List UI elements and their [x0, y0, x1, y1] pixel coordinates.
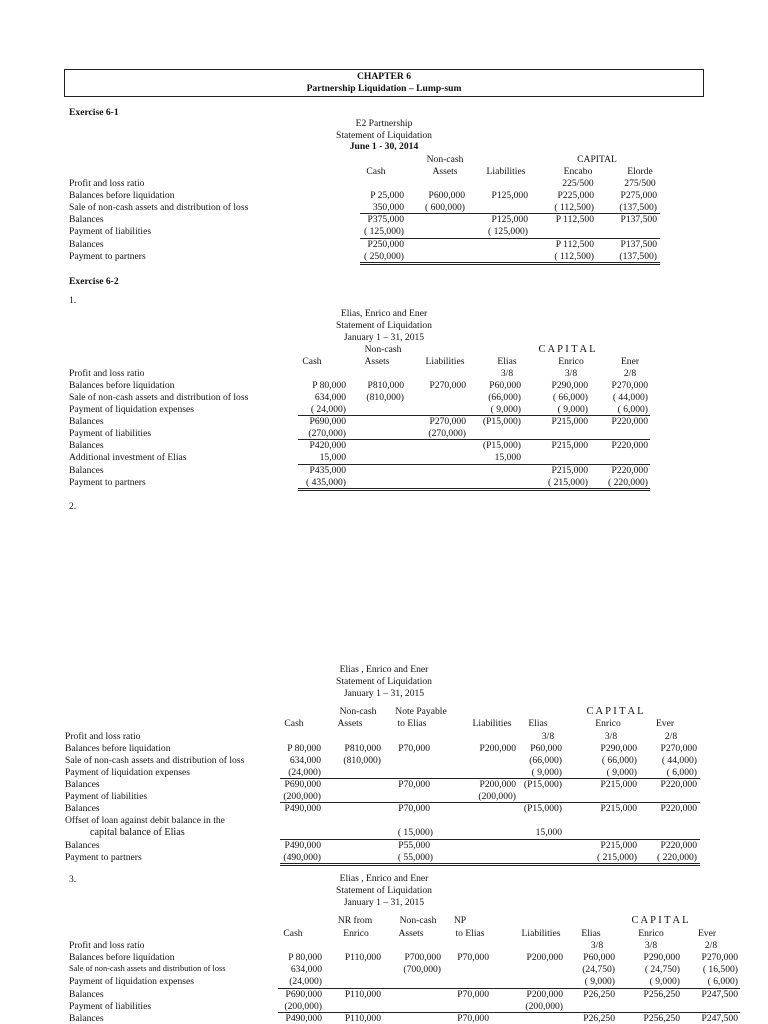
ex2c-np-cell: P70,000	[457, 952, 489, 963]
ex2a-enrico-cell: P290,000	[551, 380, 588, 391]
ex2a-col-liabilities: Liabilities	[425, 356, 465, 367]
ex2b-label: Payment of liabilities	[65, 791, 148, 802]
ex2b-np-cell: ( 55,000)	[397, 852, 433, 863]
ex1-label: Sale of non-cash assets and distribution of loss	[69, 202, 249, 213]
ex2b-label: Offset of loan against debit balance in the	[65, 815, 225, 826]
ex2a-label: Balances	[69, 416, 104, 427]
ex2b-np-cell: P70,000	[398, 779, 430, 790]
ex2c-nr-cell: P110,000	[344, 1013, 381, 1024]
ex1-noncash-cell: P600,000	[428, 190, 465, 201]
ex2b-enrico-cell: ( 215,000)	[597, 852, 637, 863]
ex2a-liab-cell: P270,000	[429, 416, 466, 427]
ex2b-rule	[280, 802, 700, 803]
ex2c-enrico-cell: ( 9,000)	[649, 976, 680, 987]
ex1-ratio-encabo: 225/500	[562, 178, 594, 189]
ex2a-col-elias: Elias	[497, 356, 517, 367]
ex2b-enrico-cell: P215,000	[600, 803, 637, 814]
ex2b-label: Balances	[65, 779, 100, 790]
ex2b-label: Sale of non-cash assets and distribution of loss	[65, 755, 245, 766]
ex1-label: Payment of liabilities	[69, 226, 152, 237]
ex2c-liab-cell: (200,000)	[525, 1001, 563, 1012]
ex2c-label: Balances	[69, 989, 104, 1000]
ex1-col-encabo: Encabo	[563, 166, 593, 177]
ex2a-noncash-cell: P810,000	[367, 380, 404, 391]
ex2b-np-cell: P70,000	[398, 743, 430, 754]
ex1-elorde-cell: (137,500)	[619, 251, 657, 262]
ex2b-ever-cell: P220,000	[660, 840, 697, 851]
ex2c-cash-cell: (200,000)	[284, 1001, 322, 1012]
ex2c-ever-cell: P247,500	[701, 1013, 738, 1024]
ex1-cash-cell: P 25,000	[370, 190, 404, 201]
ex2c-col-nr-1: NR from	[337, 915, 373, 926]
ex2c-col-capital: C A P I T A L	[631, 915, 689, 926]
ex2c-col-ever: Ever	[697, 928, 717, 939]
ex2c-col-np-2: to Elias	[455, 928, 485, 939]
ex2b-label: Payment of liquidation expenses	[65, 767, 190, 778]
ex1-elorde-cell: P137,500	[620, 214, 657, 225]
ex2a-elias-cell: P60,000	[489, 380, 521, 391]
ex2c-liab-cell: P200,000	[526, 952, 563, 963]
ex2b-col-liabilities: Liabilities	[472, 718, 512, 729]
ex2c-enrico-cell: P256,250	[643, 989, 680, 1000]
ex2a-liab-cell: (270,000)	[428, 428, 466, 439]
part-3-number: 3.	[69, 874, 77, 885]
ex1-label: Balances	[69, 214, 104, 225]
ex1-col-liabilities: Liabilities	[486, 166, 526, 177]
ex2a-statement: Statement of Liquidation	[336, 320, 432, 331]
ex2b-cash-cell: P 80,000	[287, 743, 321, 754]
ex1-col-capital: CAPITAL	[577, 154, 617, 165]
ex2a-ener-cell: ( 44,000)	[612, 392, 648, 403]
ex1-col-noncash-2: Assets	[432, 166, 458, 177]
ex2c-col-cash: Cash	[283, 928, 303, 939]
ex1-rule	[360, 213, 660, 214]
ex1-label: Payment to partners	[69, 251, 146, 262]
ex2b-col-np-2: to Elias	[397, 718, 427, 729]
ex2a-label: Payment of liquidation expenses	[69, 404, 194, 415]
ex2b-enrico-cell: P215,000	[600, 840, 637, 851]
ex2a-liab-cell: P270,000	[429, 380, 466, 391]
ex2b-enrico-cell: P215,000	[600, 779, 637, 790]
ex2a-double-rule	[298, 488, 650, 491]
ex2c-nr-cell: P110,000	[344, 989, 381, 1000]
ex1-double-rule	[360, 262, 660, 265]
ex2b-statement: Statement of Liquidation	[336, 676, 432, 687]
ex2b-col-elias: Elias	[528, 718, 548, 729]
ex2a-col-capital: C A P I T A L	[538, 344, 596, 355]
exercise-6-2-title: Exercise 6-2	[69, 276, 119, 287]
ex2a-label: Balances	[69, 440, 104, 451]
ex2c-col-liabilities: Liabilities	[521, 928, 561, 939]
ex2b-elias-cell: (66,000)	[529, 755, 562, 766]
ex2b-ratio: 3/8	[604, 731, 618, 742]
ex2a-enrico-cell: ( 9,000)	[557, 404, 588, 415]
ex2c-col-noncash-1: Non-cash	[399, 915, 437, 926]
ex2c-elias-cell: P26,250	[583, 1013, 615, 1024]
ex2a-rule	[298, 415, 650, 416]
ex2a-ener-cell: P220,000	[611, 416, 648, 427]
ex2b-col-np-1: Note Payable	[395, 706, 447, 717]
ex2b-cash-cell: P490,000	[284, 803, 321, 814]
ex2b-entity: Elias , Enrico and Ener	[339, 664, 429, 675]
ex1-liab-cell: P125,000	[491, 214, 528, 225]
ex2a-label: Sale of non-cash assets and distribution of loss	[69, 392, 249, 403]
ex2b-rule	[280, 839, 700, 840]
ex2c-ever-cell: P270,000	[701, 952, 738, 963]
ex2c-label: Balances before liquidation	[69, 952, 175, 963]
ex2a-period: January 1 – 31, 2015	[343, 332, 425, 343]
ex2c-rule	[278, 1012, 740, 1013]
ex1-col-elorde: Elorde	[627, 166, 653, 177]
ex1-cash-cell: 350,000	[372, 202, 404, 213]
ex2c-statement: Statement of Liquidation	[336, 885, 432, 896]
ex2a-ener-cell: P270,000	[611, 380, 648, 391]
ex2c-col-elias: Elias	[581, 928, 601, 939]
ex1-label: Balances before liquidation	[69, 190, 175, 201]
ex2c-cash-cell: 634,000	[290, 964, 322, 975]
ex2c-ever-cell: P247,500	[701, 989, 738, 1000]
ex2c-enrico-cell: P290,000	[643, 952, 680, 963]
ex2a-col-noncash-2: Assets	[364, 356, 390, 367]
ex2a-rule	[298, 464, 650, 465]
ex2c-label: Payment of liabilities	[69, 1001, 152, 1012]
ex2b-label: Balances	[65, 803, 100, 814]
ex2a-label: Balances	[69, 465, 104, 476]
ex2b-ever-cell: ( 44,000)	[661, 755, 697, 766]
ex2c-np-cell: P70,000	[457, 989, 489, 1000]
ex1-encabo-cell: P 112,500	[555, 214, 594, 225]
ex2a-cash-cell: P420,000	[309, 440, 346, 451]
ex2c-enrico-cell: P256,250	[643, 1013, 680, 1024]
ex2c-label: Profit and loss ratio	[69, 940, 145, 951]
ex1-col-noncash-1: Non-cash	[426, 154, 464, 165]
ex2a-col-ener: Ener	[620, 356, 640, 367]
ex2b-elias-cell: P60,000	[530, 743, 562, 754]
ex1-liab-cell: P125,000	[491, 190, 528, 201]
ex2a-label: Profit and loss ratio	[69, 368, 145, 379]
ex1-encabo-cell: P 112,500	[555, 239, 594, 250]
ex2a-cash-cell: P 80,000	[312, 380, 346, 391]
ex2b-np-cell: P70,000	[398, 803, 430, 814]
ex1-label: Balances	[69, 239, 104, 250]
ex1-cash-cell: P250,000	[367, 239, 404, 250]
ex2c-ever-cell: ( 6,000)	[707, 976, 738, 987]
chapter-subtitle: Partnership Liquidation – Lump-sum	[306, 83, 462, 94]
ex2c-label: Sale of non-cash assets and distribution of loss	[69, 964, 226, 973]
ex2b-elias-cell: (P15,000)	[523, 779, 562, 790]
ex2b-ratio: 3/8	[541, 731, 555, 742]
ex2b-label: capital balance of Elias	[90, 827, 185, 838]
ex2a-enrico-cell: P215,000	[551, 440, 588, 451]
ex2c-elias-cell: P26,250	[583, 989, 615, 1000]
ex1-elorde-cell: P137,500	[620, 239, 657, 250]
ex2c-label: Balances	[69, 1013, 104, 1024]
ex2b-enrico-cell: P290,000	[600, 743, 637, 754]
ex1-col-cash: Cash	[366, 166, 386, 177]
ex1-cash-cell: P375,000	[367, 214, 404, 225]
chapter-title: CHAPTER 6	[356, 71, 412, 82]
ex2a-enrico-cell: P215,000	[551, 465, 588, 476]
ex2b-ever-cell: P220,000	[660, 779, 697, 790]
part-2-number: 2.	[69, 501, 77, 512]
ex2c-elias-cell: (24,750)	[582, 964, 615, 975]
ex2b-cash-cell: P490,000	[284, 840, 321, 851]
ex2c-ratio: 2/8	[704, 940, 718, 951]
ex2b-liab-cell: P200,000	[479, 779, 516, 790]
ex2c-cash-cell: P 80,000	[288, 952, 322, 963]
ex1-cash-cell: ( 250,000)	[364, 251, 404, 262]
ex2a-enrico-cell: ( 215,000)	[548, 477, 588, 488]
ex1-entity: E2 Partnership	[355, 118, 413, 129]
ex2b-enrico-cell: ( 9,000)	[606, 767, 637, 778]
ex2a-label: Balances before liquidation	[69, 380, 175, 391]
ex2c-elias-cell: ( 9,000)	[584, 976, 615, 987]
ex2a-elias-cell: 15,000	[494, 452, 521, 463]
ex2a-cash-cell: P690,000	[309, 416, 346, 427]
ex2c-entity: Elias , Enrico and Ener	[339, 873, 429, 884]
ex1-ratio-elorde: 275/500	[624, 178, 656, 189]
ex2b-col-enrico: Enrico	[595, 718, 621, 729]
ex2a-label: Additional investment of Elias	[69, 452, 187, 463]
ex2b-cash-cell: P690,000	[284, 779, 321, 790]
ex2c-ratio: 3/8	[644, 940, 658, 951]
ex1-encabo-cell: P225,000	[557, 190, 594, 201]
ex2c-cash-cell: P490,000	[285, 1013, 322, 1024]
ex2a-cash-cell: P435,000	[309, 465, 346, 476]
ex2a-ener-cell: ( 6,000)	[617, 404, 648, 415]
ex1-statement: Statement of Liquidation	[336, 130, 432, 141]
ex2a-col-noncash-1: Non-cash	[364, 344, 402, 355]
ex1-period: June 1 - 30, 2014	[349, 141, 419, 152]
ex2c-label: Payment of liquidation expenses	[69, 976, 194, 987]
ex2c-cash-cell: (24,000)	[289, 976, 322, 987]
ex2c-col-enrico: Enrico	[638, 928, 664, 939]
ex2b-liab-cell: P200,000	[479, 743, 516, 754]
ex1-liab-cell: ( 125,000)	[488, 226, 528, 237]
ex2a-elias-cell: (66,000)	[488, 392, 521, 403]
ex1-encabo-cell: ( 112,500)	[554, 202, 594, 213]
exercise-6-1-title: Exercise 6-1	[69, 107, 119, 118]
ex2a-noncash-cell: (810,000)	[366, 392, 404, 403]
ex2b-col-noncash-2: Assets	[337, 718, 363, 729]
ex2a-enrico-cell: ( 66,000)	[552, 392, 588, 403]
ex2a-ener-cell: P220,000	[611, 465, 648, 476]
ex2b-elias-cell: (P15,000)	[523, 803, 562, 814]
ex2a-elias-cell: (P15,000)	[482, 416, 521, 427]
ex2b-label: Payment to partners	[65, 852, 142, 863]
ex2c-elias-cell: P60,000	[583, 952, 615, 963]
ex2a-entity: Elias, Enrico and Ener	[340, 308, 428, 319]
ex2c-cash-cell: P690,000	[285, 989, 322, 1000]
ex2a-label: Payment to partners	[69, 477, 146, 488]
ex2c-noncash-cell: (700,000)	[403, 964, 441, 975]
ex2b-np-cell: P55,000	[398, 840, 430, 851]
ex2b-rule	[280, 778, 700, 779]
ex2b-noncash-cell: (810,000)	[343, 755, 381, 766]
ex2b-col-ever: Ever	[655, 718, 675, 729]
ex2a-cash-cell: ( 435,000)	[306, 477, 346, 488]
ex2b-col-noncash-1: Non-cash	[339, 706, 377, 717]
ex2b-label: Profit and loss ratio	[65, 731, 141, 742]
ex2c-enrico-cell: ( 24,750)	[644, 964, 680, 975]
ex2c-nr-cell: P110,000	[344, 952, 381, 963]
ex2c-liab-cell: P200,000	[526, 989, 563, 1000]
ex2a-col-cash: Cash	[302, 356, 322, 367]
ex2b-col-capital: C A P I T A L	[586, 706, 644, 717]
ex2a-cash-cell: 634,000	[314, 392, 346, 403]
ex2b-label: Balances before liquidation	[65, 743, 171, 754]
ex2b-cash-cell: (24,000)	[288, 767, 321, 778]
ex2b-ever-cell: P270,000	[660, 743, 697, 754]
ex2a-cash-cell: 15,000	[319, 452, 346, 463]
ex2c-col-nr-2: Enrico	[343, 928, 369, 939]
ex2c-col-np-1: NP	[453, 915, 467, 926]
ex2b-elias-cell: ( 9,000)	[531, 767, 562, 778]
ex2a-ratio: 3/8	[564, 368, 578, 379]
ex1-elorde-cell: (137,500)	[619, 202, 657, 213]
ex1-noncash-cell: ( 600,000)	[425, 202, 465, 213]
ex2b-elias-cell: 15,000	[535, 827, 562, 838]
ex1-elorde-cell: P275,000	[620, 190, 657, 201]
ex1-cash-cell: ( 125,000)	[364, 226, 404, 237]
ex2a-col-enrico: Enrico	[558, 356, 584, 367]
ex2c-ever-cell: ( 16,500)	[702, 964, 738, 975]
ex2b-cash-cell: (490,000)	[283, 852, 321, 863]
ex2b-enrico-cell: ( 66,000)	[601, 755, 637, 766]
ex2a-elias-cell: (P15,000)	[482, 440, 521, 451]
ex2b-ever-cell: ( 220,000)	[657, 852, 697, 863]
ex2c-noncash-cell: P700,000	[404, 952, 441, 963]
ex2a-elias-cell: ( 9,000)	[490, 404, 521, 415]
ex1-label: Profit and loss ratio	[69, 178, 145, 189]
ex2a-rule	[298, 439, 650, 440]
ex2a-ener-cell: P220,000	[611, 440, 648, 451]
ex2a-ratio: 2/8	[623, 368, 637, 379]
ex2a-enrico-cell: P215,000	[551, 416, 588, 427]
ex2b-cash-cell: 634,000	[289, 755, 321, 766]
ex2c-rule	[278, 988, 740, 989]
ex2a-cash-cell: ( 24,000)	[310, 404, 346, 415]
ex2b-ever-cell: ( 6,000)	[666, 767, 697, 778]
ex2a-ener-cell: ( 220,000)	[608, 477, 648, 488]
ex2b-double-rule	[280, 863, 700, 866]
ex1-rule	[360, 238, 660, 239]
ex2a-ratio: 3/8	[500, 368, 514, 379]
ex2a-cash-cell: (270,000)	[308, 428, 346, 439]
ex1-encabo-cell: ( 112,500)	[554, 251, 594, 262]
ex2b-cash-cell: (200,000)	[283, 791, 321, 802]
ex2b-col-cash: Cash	[284, 718, 304, 729]
ex2c-col-noncash-2: Assets	[398, 928, 424, 939]
ex2b-ever-cell: P220,000	[660, 803, 697, 814]
ex2b-np-cell: ( 15,000)	[397, 827, 433, 838]
ex2c-period: January 1 – 31, 2015	[343, 897, 425, 908]
ex2b-liab-cell: (200,000)	[478, 791, 516, 802]
ex2a-label: Payment of liabilities	[69, 428, 152, 439]
ex2c-np-cell: P70,000	[457, 1013, 489, 1024]
ex2b-noncash-cell: P810,000	[344, 743, 381, 754]
part-1-number: 1.	[69, 295, 77, 306]
ex2b-ratio: 2/8	[664, 731, 678, 742]
ex2c-ratio: 3/8	[590, 940, 604, 951]
ex2b-period: January 1 – 31, 2015	[343, 688, 425, 699]
ex2b-label: Balances	[65, 840, 100, 851]
